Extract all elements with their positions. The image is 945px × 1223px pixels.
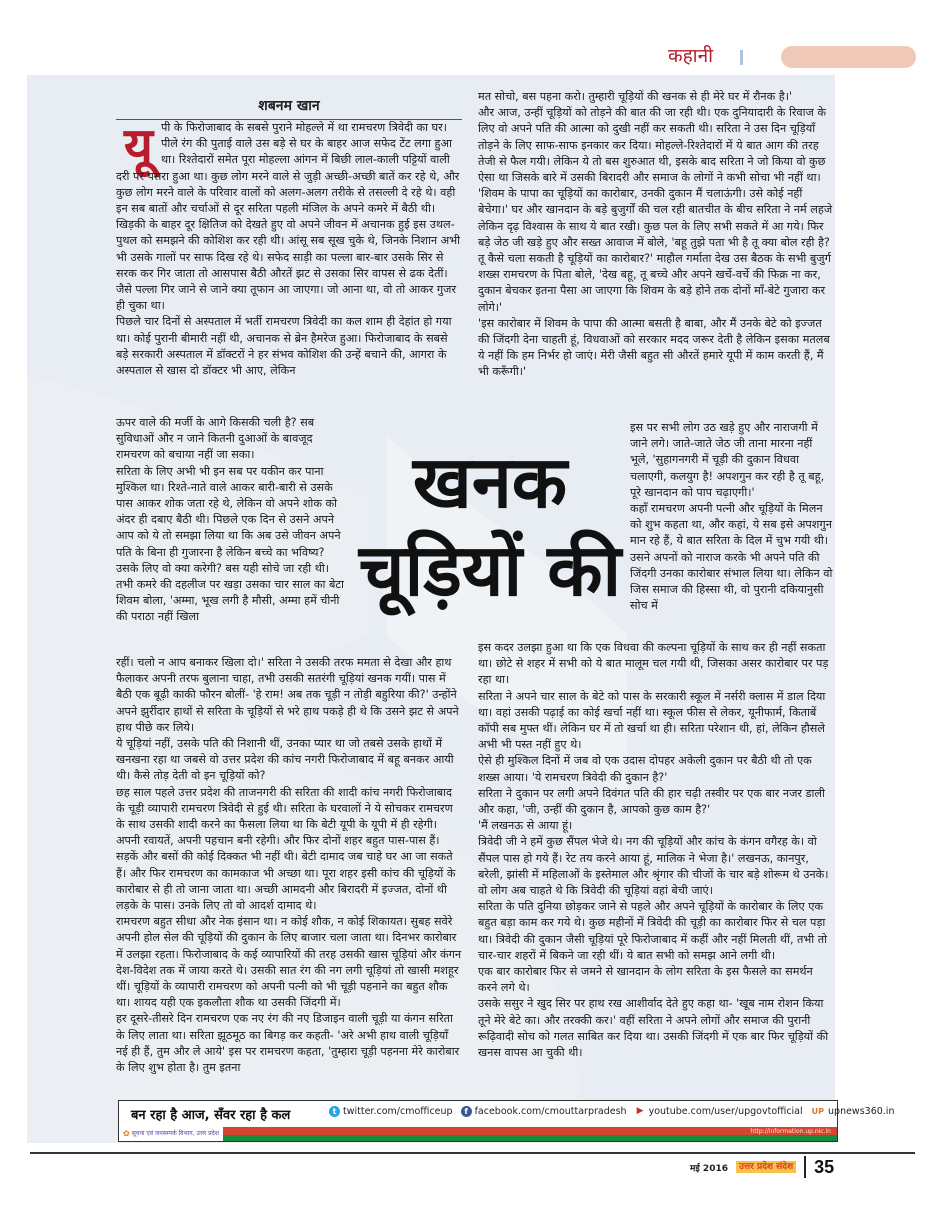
header-divider	[740, 50, 743, 65]
government-ad-banner	[118, 1100, 895, 1142]
title-line-2: चूड़ियों की	[358, 528, 622, 612]
right-column-bottom	[478, 640, 834, 1061]
paragraph: ऐसे ही मुश्किल दिनों में जब वो एक उदास दोपहर अकेली दुकान पर बैठी थी तो एक शख्स आया। 'ये रामचरण त्रिवेदी की दुकान है?'	[478, 754, 812, 784]
paragraph: इस कदर उलझा हुआ था कि एक विधवा की कल्पना चूड़ियों के साथ कर ही नहीं सकता था। छोटे से शहर में सभी को ये बात मालूम चल गयी थी, जिसका असर कारोबार पर पड़ रहा था।	[478, 641, 829, 687]
stripe-red	[119, 1127, 837, 1135]
facebook-link[interactable]	[461, 1106, 627, 1117]
paragraph: पिछले चार दिनों से अस्पताल में भर्ती रामचरण त्रिवेदी का कल शाम ही देहांत हो गया था। कोई पुरानी बीमारी नहीं थी, अचानक से ब्रेन हैमरेज हुआ। फिरोजाबाद के सबसे बड़े सरकारी अस्पताल में डॉक्टरों ने हर संभव कोशिश की उन्हें बचाने की, आगरा के अस्पताल से खास दो डॉक्टर भी आए, लेकिन	[116, 315, 452, 378]
paragraph: मत सोचो, बस पहना करो। तुम्हारी चूड़ियों की खनक से ही मेरे घर में रौनक है।'	[478, 90, 793, 103]
facebook-icon: f	[461, 1106, 472, 1117]
upnews-logo-icon: UP	[811, 1107, 825, 1116]
stripe-green	[119, 1135, 837, 1141]
social-links	[329, 1106, 894, 1117]
left-column-narrow	[116, 415, 348, 626]
paragraph: खिड़की के बाहर दूर क्षितिज को देखते हुए वो अपने जीवन में अचानक हुई इस उथल-पुथल को समझने की कोशिश कर रही थी। आंसू सब सूख चुके थे, जिनके निशान अभी भी उसके गालों पर साफ दिख रहे थे। सफेद साड़ी का पल्ला बार-बार उसके सिर से सरक कर गिर जाता तो आसपास बैठी औरतें झट से उसका सिर वापस से ढक देतीं। जैसे पल्ला गिर जाने से जाने क्या तूफान आ जाएगा। जो आना था, वो तो आकर गुजर ही चुका था।	[116, 218, 460, 313]
byline-block	[116, 95, 462, 120]
author-byline: शबनम खान	[258, 98, 320, 114]
twitter-handle: twitter.com/cmofficeup	[343, 1106, 453, 1117]
paragraph: उसके ससुर ने खुद सिर पर हाथ रख आशीर्वाद देते हुए कहा था- 'खूब नाम रोशन किया तूने मेरे बेटे का। और तरक्की कर।' वहीं सरिता ने अपने लोगों और समाज की पुरानी रूढ़िवादी सोच को गलत साबित कर दिया था। उसकी जिंदगी में एक बार फिर चूड़ियों की खनस वापस आ चुकी थी।	[478, 997, 829, 1060]
paragraph: कहाँ रामचरण अपनी पत्नी और चूड़ियों के मिलन को शुभ कहता था, और कहां, ये सब इसे अपशगुन मान रहे हैं, ये बात सरिता के दिल में चुभ गयी थी।	[630, 502, 832, 548]
paragraph: उसने अपनों को नाराज करके भी अपने पति की जिंदगी उनका कारोबार संभाल लिया था। लेकिन वो जिस समाज की हिस्सा थी, वो पुरानी दकियानुसी सोच में	[630, 550, 833, 613]
page-folio	[690, 1156, 834, 1178]
left-column-bottom	[116, 655, 462, 1076]
issue-date: मई 2016	[690, 1163, 728, 1174]
magazine-logo: उत्तर प्रदेश संदेश	[736, 1161, 796, 1173]
paragraph: सरिता के लिए अभी भी इन सब पर यकीन कर पाना मुश्किल था। रिश्ते-नाते वाले आकर बारी-बारी से उसके पास आकर शोक जता रहे थे, लेकिन वो अपने शोक को अंदर ही दबाए बैठी थी। पिछले एक दिन से उसने अपने आप को ये तो समझा लिया था कि अब उसे जीवन अपने पति के बिना ही गुजारना है लेकिन बच्चे का भविष्य? उसके लिए वो क्या करेगी? बस यही सोचे जा रही थी।	[116, 464, 341, 575]
paragraph: 'मैं लखनऊ से आया हूं।	[478, 819, 573, 833]
footer-divider	[30, 1152, 915, 1154]
youtube-icon: ▶	[635, 1106, 646, 1117]
page-number: 35	[814, 1156, 835, 1177]
header-decoration	[781, 46, 916, 68]
drop-cap: यू	[124, 116, 153, 175]
paragraph: 'इस कारोबार में शिवम के पापा की आत्मा बसती है बाबा, और मैं उनके बेटे को इज्जत की जिंदगी देना चाहती हूं, विधवाओं को सरकार मदद जरूर देती है लेकिन इसका मतलब ये नहीं कि हम निर्भर हो जाएं। मेरी जैसी बहुत सी औरतें हमारे यूपी में काम करती हैं, मैं भी करूँगी।'	[478, 316, 830, 379]
paragraph: रामचरण बहुत सीधा और नेक इंसान था। न कोई शौक, न कोई शिकायत। सुबह सवेरे अपनी होल सेल की चूड़ियों की दुकान के लिए बाजार चला जाता था। दिनभर कारोबार में उलझा रहता। फिरोजाबाद के कई व्यापारियों की तरह उसकी खास चूड़ियां और कंगन देश-विदेश तक में जाया करते थे। उसकी सात रंग की नग लगी चूड़ियां तो खासी मशहूर थीं। चूड़ियों के व्यापारी रामचरण को अपनी पत्नी को भी चूड़ी पहनाने का बहुत शौक था। शायद यही एक इकलौता शौक था उसकी जिंदगी में।	[116, 915, 462, 1010]
folio-divider	[804, 1156, 806, 1178]
twitter-link[interactable]	[329, 1106, 453, 1117]
banner-slogan: बन रहा है आज, सँवर रहा है कल	[131, 1108, 291, 1123]
left-column-top	[116, 116, 462, 379]
paragraph: पी के फिरोजाबाद के सबसे पुराने मोहल्ले में था रामचरण त्रिवेदी का घर। पीले रंग की पुताई वाले उस बड़े से घर के बाहर आज सफेद टेंट लगा हुआ था। रिश्तेदारों समेत पूरा मोहल्ला आंगन में बिछी लाल-काली पट्टियों वाली दरी पर पसरा हुआ था। कुछ लोग मरने वाले से जुड़ी अच्छी-अच्छी बातें कर रहे थे, और कुछ लोग मरने वाले के परिवार वालों को अलग-अलग तरीके से तसल्ली दे रहे थे। वही इन सब बातों और चर्चाओं से दूर सरिता पहली मंजिल के अपने कमरे में बैठी थी।	[116, 121, 460, 216]
website-url: upnews360.in	[828, 1106, 895, 1117]
department-label	[119, 1127, 223, 1141]
paragraph: और आज, उन्हीं चूड़ियों को तोड़ने की बात की जा रही थी। एक दुनियादारी के रिवाज के लिए वो अपने पति की आत्मा को दुखी नहीं कर सकती थी। सरिता ने उस दिन चूड़ियाँ तोड़ने के लिए साफ-साफ इनकार कर दिया। मोहल्ले-रिश्तेदारों में ये बात आग की तरह तेजी से फैल गयी। लेकिन ये तो बस शुरुआत थी, इसके बाद सरिता ने जो किया वो कुछ ऐसा था जिसके बारे में उसकी बिरादरी और समाज के लोगों ने कभी सोचा भी नहीं था।	[478, 106, 826, 185]
paragraph: रहीं। चलो न आप बनाकर खिला दो।' सरिता ने उसकी तरफ ममता से देखा और हाथ फैलाकर अपनी तरफ बुलाना चाहा, तभी उसकी सतरंगी चूड़ियां खनक गयीं। पास में बैठी एक बूढ़ी काकी फौरन बोलीं- 'हे राम! अब तक चूड़ी न तोड़ी बहुरिया की?' उन्होंने अपने झुर्रीदार हाथों से सरिता के चूड़ियों से भरे हाथ पकड़े ही थे कि उसने झट से अपने हाथ पीछे कर लिये।	[116, 656, 459, 734]
page-header	[0, 42, 945, 72]
department-name: सूचना एवं जनसम्पर्क विभाग, उत्तर प्रदेश	[131, 1130, 219, 1137]
twitter-icon: t	[329, 1106, 340, 1117]
facebook-handle: facebook.com/cmouttarpradesh	[474, 1106, 627, 1117]
paragraph: त्रिवेदी जी ने हमें कुछ सैंपल भेजे थे। नग की चूड़ियों और कांच के कंगन वगैरह के। वो सैंपल पास हो गये हैं। रेट तय करने आया हूं, मालिक ने भेजा है।' लखनऊ, कानपुर, बरेली, झांसी में महिलाओं के इस्तेमाल और श्रृंगार की चीजों के चार बड़े शोरूम थे उनके। वो लोग अब चाहते थे कि त्रिवेदी की चूड़ियां वहां बेची जाएं।	[478, 835, 829, 898]
paragraph: हर दूसरे-तीसरे दिन रामचरण एक नए रंग की नए डिजाइन वाली चूड़ी या कंगन सरिता के लिए लाता था। सरिता झूठमूठ का बिगड़ कर कहती- 'अरे अभी हाथ वाली चूड़ियाँ नई ही हैं, तुम और ले आये' इस पर रामचरण कहता, 'तुम्हारा चूड़ी पहनना मेरे कारोबार के लिए शुभ होता है। तुम इतना	[116, 1012, 460, 1075]
paragraph: इस पर सभी लोग उठ खड़े हुए और नाराजगी में जाने लगे। जाते-जाते जेठ जी ताना मारना नहीं भूले, 'सुहागनगरी में चूड़ी की दुकान विधवा चलाएगी, कलयुग है! अपशगुन कर रही है तू बहू, पूरे खानदान को पाप चढ़ाएगी।'	[630, 421, 825, 499]
paragraph: 'शिवम के पापा का चूड़ियों का कारोबार, उनकी दुकान मैं चलाऊंगी। उसे कोई नहीं बेचेगा।' घर और खानदान के बड़े बुजुर्गों की चल रही बातचीत के बीच सरिता ने नर्म लहजे लेकिन दृढ़ विश्वास के साथ ये बात रखी। कुछ पल के लिए सभी सकते में आ गये। फिर बड़े जेठ जी खड़े हुए और सख्त आवाज में बोले, 'बहू तुझे पता भी है तू क्या बोल रही है? तू कैसे चला सकती है चूड़ियों का कारोबार?' माहौल गर्माता देख उस बैठक के सभी बुजुर्ग शख्स रामचरण के पिता बोले, 'देख बहू, तू बच्चे और अपने खर्चे-वर्चे की फिक्र ना कर, दुकान बेचकर इतना पैसा आ जाएगा कि शिवम के बड़े होने तक दोनों माँ-बेटे गुजारा कर लोगे।'	[478, 187, 833, 314]
tricolor-stripe	[119, 1127, 837, 1141]
website-link[interactable]	[811, 1106, 895, 1117]
paragraph: छह साल पहले उत्तर प्रदेश की ताजनगरी की सरिता की शादी कांच नगरी फिरोजाबाद के चूड़ी व्यापारी रामचरण त्रिवेदी से हुई थी। सरिता के घरवालों ने ये सोचकर रामचरण के साथ उसकी शादी करने का फैसला लिया था कि बेटी यूपी के यूपी में ही रहेगी। अपनी रवायतें, अपनी पहचान बनी रहेगी। और फिर दोनों शहर बहुत पास-पास हैं। सड़कें और बसों की कोई दिक्कत भी नहीं थी। बेटी दामाद जब चाहे घर आ जा सकते हैं। और फिर रामचरण का कामकाज भी अच्छा था। पूरा शहर इसी कांच की चूड़ियों के कारोबार से ही तो जाना जाता था। अच्छी आमदनी और बिरादरी में इज्जत, दोनों थी लड़के के पास। उनके लिए तो वो आदर्श दामाद थे।	[116, 785, 456, 913]
story-title	[355, 440, 625, 616]
section-label: कहानी	[668, 45, 714, 67]
right-column-top	[478, 89, 834, 381]
youtube-handle: youtube.com/user/upgovtofficial	[648, 1106, 803, 1117]
paragraph: ये चूड़ियां नहीं, उसके पति की निशानी थीं, उनका प्यार था जो तबसे उसके हाथों में खनखना रहा था जबसे वो उत्तर प्रदेश की कांच नगरी फिरोजाबाद में बहू बनकर आयी थी। कैसे तोड़ देती वो इन चूड़ियों को?	[116, 737, 454, 783]
department-emblem-icon: ✿	[123, 1129, 130, 1138]
paragraph: सरिता ने दुकान पर लगी अपने दिवंगत पति की हार चढ़ी तस्वीर पर एक बार नजर डाली और कहा, 'जी, उन्हीं की दुकान है, आपको कुछ काम है?'	[478, 786, 825, 817]
paragraph: ऊपर वाले की मर्जी के आगे किसकी चली है? सब सुविधाओं और न जाने कितनी दुआओं के बावजूद रामचरण को बचाया नहीं जा सका।	[116, 416, 315, 462]
title-line-1: खनक	[412, 440, 568, 524]
paragraph: तभी कमरे की दहलीज पर खड़ा उसका चार साल का बेटा शिवम बोला, 'अम्मा, भूख लगी है मौसी, अम्मा हमें चीनी की पराठा नहीं खिला	[116, 578, 344, 624]
youtube-link[interactable]	[635, 1106, 803, 1117]
paragraph: सरिता के पति दुनिया छोड़कर जाने से पहले और अपने चूड़ियों के कारोबार के लिए एक बहुत बड़ा काम कर गये थे। कुछ महीनों में त्रिवेदी की चूड़ी का कारोबार फिर से चल पड़ा था। त्रिवेदी की दुकान जैसी चूड़ियां पूरे फिरोजाबाद में कहीं और नहीं मिलती थीं, तभी तो चार-चार शहरों में बिकने जा रही थीं। ये बात सभी को समझ आने लगी थी।	[478, 900, 828, 962]
right-column-narrow	[630, 420, 834, 614]
paragraph: एक बार कारोबार फिर से जमने से खानदान के लोग सरिता के इस फैसले का समर्थन करने लगे थे।	[478, 965, 813, 995]
paragraph: सरिता ने अपने चार साल के बेटे को पास के सरकारी स्कूल में नर्सरी क्लास में डाल दिया था। वहां उसकी पढ़ाई का कोई खर्चा नहीं था। स्कूल फीस से लेकर, यूनीफार्म, किताबें कॉपी सब मुफ्त थीं। लेकिन घर में तो खर्चा था ही। सरिता परेशान थी, हां, लेकिन हौसले अभी भी पस्त नहीं हुए थे।	[478, 689, 826, 752]
department-url[interactable]: http://information.up.nic.in	[750, 1128, 831, 1135]
